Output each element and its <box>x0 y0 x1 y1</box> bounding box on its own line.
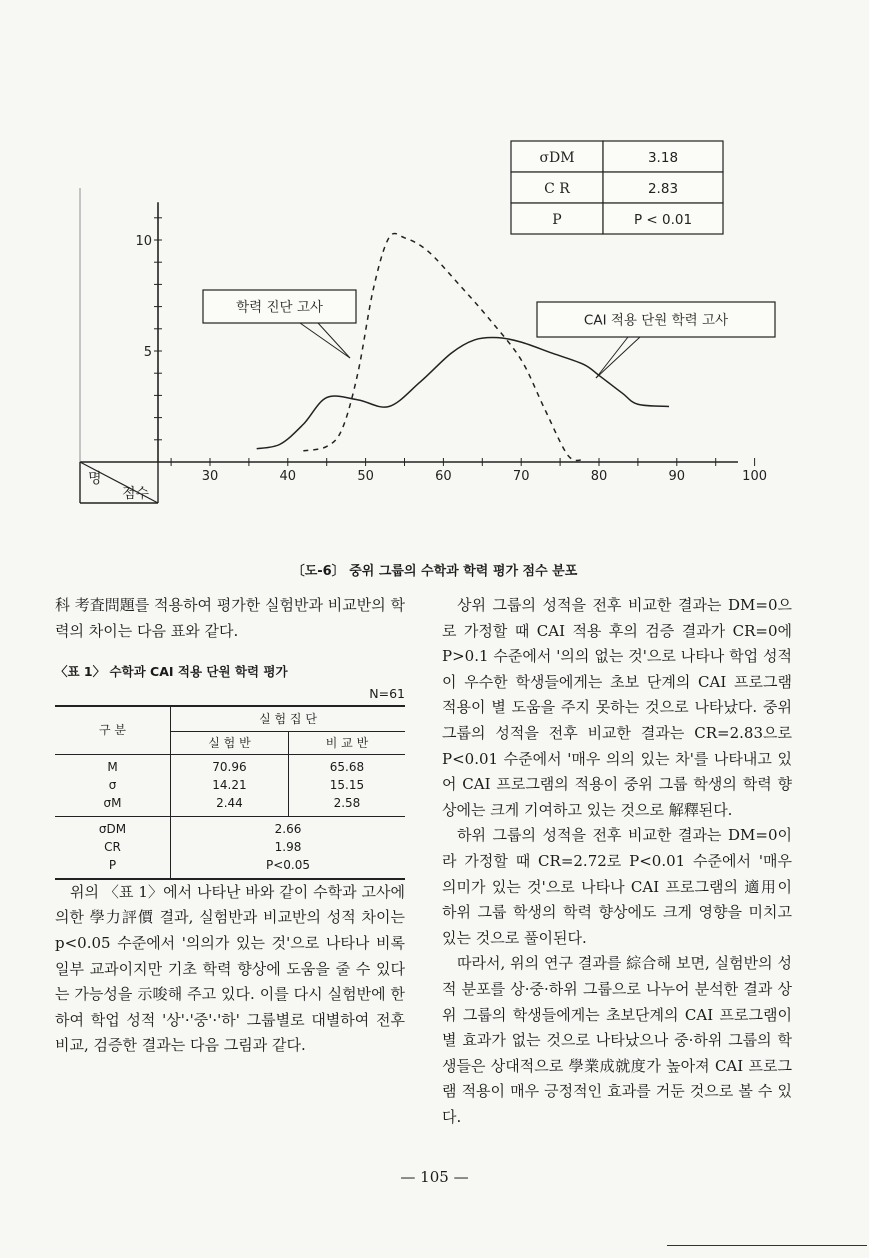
x-tick-label: 70 <box>512 469 530 484</box>
table-header-comparison: 비 교 반 <box>288 731 405 754</box>
stats-value: 2.83 <box>647 181 679 197</box>
table-header-group: 실 험 집 단 <box>171 706 406 732</box>
table-row: CR 1.98 <box>55 838 405 856</box>
legend-label-cai-test: CAI 적용 단원 학력 고사 <box>583 312 729 329</box>
stats-label: σDM <box>539 150 575 166</box>
right-paragraph-3: 따라서, 위의 연구 결과를 綜合해 보면, 실험반의 성적 분포를 상·중·하위 그룹으로 나누어 분석한 결과 상위 그룹의 학생들에게는 초보단계의 CAI 프로그램이 별 효과가 없는 것으로 나타났으나 중·하위 그룹의 학생들은 상대적으로 學業成就度가 높아져 CAI 프로그램 적용이 매우 긍정적인 효과를 거둔 것으로 볼 수 있다. <box>442 954 792 1126</box>
x-tick-label: 90 <box>668 469 686 484</box>
figure-caption: 〔도-6〕 중위 그룹의 수학과 학력 평가 점수 분포 <box>291 564 578 579</box>
legend-pointer-cai-test <box>596 337 640 378</box>
table-title: 〈표 1〉 수학과 CAI 적용 단원 학력 평가 <box>55 664 288 680</box>
x-tick-label: 50 <box>357 469 374 484</box>
footer-rule <box>667 1245 867 1246</box>
right-paragraph-1: 상위 그룹의 성적을 전후 비교한 결과는 DM=0으로 가정할 때 CAI 적용 후의 검증 결과가 CR=0에 P>0.1 수준에서 '의의 없는 것'으로 나타나 학업 성적이 우수한 학생들에게는 초보 단계의 CAI 프로그램 적용이 별 도움을 주지 못하는 것으로 나타났다. 중위 그룹의 성적을 전후 비교한 결과는 CR=2.83으로 P<0.01 수준에서 '매우 의의 있는 차'를 나타내고 있어 CAI 프로그램의 적용이 중위 그룹 학생의 학력 향상에는 크게 기여하고 있는 것으로 解釋된다. <box>442 596 792 819</box>
x-tick-label: 40 <box>279 469 297 484</box>
legend-pointer-diagnostic-test <box>300 323 350 358</box>
legend-pointer-cai-test <box>596 337 628 378</box>
y-tick-label: 10 <box>135 234 152 249</box>
right-paragraph-2: 하위 그룹의 성적을 전후 비교한 결과는 DM=0이라 가정할 때 CR=2.72로 P<0.01 수준에서 '매우 의미가 있는 것'으로 나타나 CAI 프로그램의 適用이 하위 그룹 학생의 학력 향상에도 크게 영향을 미치고 있는 것으로 풀이된다. <box>442 826 792 947</box>
legend-pointer-diagnostic-test <box>318 323 350 358</box>
right-column <box>442 593 792 1130</box>
series-line-cai-test <box>257 338 669 449</box>
table-header-experimental: 실 험 반 <box>171 731 289 754</box>
stats-value: P < 0.01 <box>633 212 693 228</box>
table-row: P P<0.05 <box>55 856 405 879</box>
table-row: σM 2.44 2.58 <box>55 794 405 817</box>
x-tick-label: 60 <box>435 469 452 484</box>
table-row: σ 14.21 15.15 <box>55 776 405 794</box>
results-table <box>55 705 405 880</box>
x-tick-label: 100 <box>742 469 768 484</box>
y-tick-label: 5 <box>143 345 152 360</box>
stats-label: C R <box>544 181 570 197</box>
stats-label: P <box>552 212 562 228</box>
table-row: σDM 2.66 <box>55 816 405 838</box>
left-column <box>55 593 405 1059</box>
x-tick-label: 80 <box>590 469 608 484</box>
left-paragraph-1: 科 考査問題를 적용하여 평가한 실험반과 비교반의 학력의 차이는 다음 표와 같다. <box>55 596 405 640</box>
table-header-category: 구 분 <box>55 706 171 755</box>
x-tick-label: 30 <box>201 469 219 484</box>
x-axis-label: 점수 <box>122 486 150 502</box>
left-paragraph-2: 위의 〈표 1〉에서 나타난 바와 같이 수학과 고사에 의한 學力評價 결과, 실험반과 비교반의 성적 차이는 p<0.05 수준에서 '의의가 있는 것'으로 나타나 비록 일부 교과이지만 기초 학력 향상에 도움을 줄 수 있다는 가능성을 示唆해 주고 있다. 이를 다시 실험반에 한하여 학업 성적 '상'·'중'·'하' 그룹별로 대별하여 전후 비교, 검증한 결과는 다음 그림과 같다. <box>55 882 405 1055</box>
series-line-diagnostic-test <box>303 233 583 460</box>
score-distribution-chart <box>0 0 869 560</box>
stats-value: 3.18 <box>647 150 679 166</box>
table-row: M 70.96 65.68 <box>55 754 405 776</box>
legend-label-diagnostic-test: 학력 진단 고사 <box>236 299 323 316</box>
table-n: N=61 <box>369 685 405 701</box>
page-number: — 105 — <box>400 1168 469 1186</box>
y-axis-label: 명 <box>88 471 102 487</box>
